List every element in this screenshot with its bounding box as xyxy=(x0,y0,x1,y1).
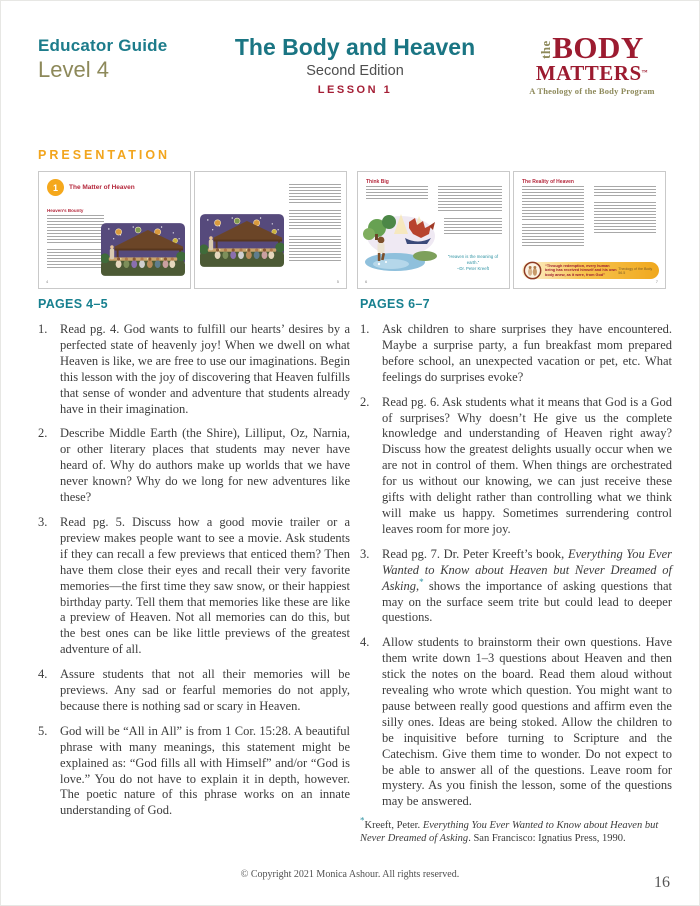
page-header xyxy=(38,30,672,114)
item-number: 2. xyxy=(360,394,370,409)
thumb-page-number: 5 xyxy=(336,279,339,284)
steps-list-pages-4-5 xyxy=(38,322,350,819)
section-subhead: Heaven’s Bounty xyxy=(47,208,84,213)
placeholder-text-lines xyxy=(366,186,428,200)
item-number: 5. xyxy=(38,723,48,738)
list-item xyxy=(38,426,350,506)
item-number: 1. xyxy=(38,322,48,336)
educator-guide-label: Educator Guide xyxy=(38,36,168,55)
page-title: The Body and Heaven xyxy=(234,34,476,60)
thumb-page-number: 6 xyxy=(365,279,368,284)
text-segment: Read pg. 5. Discuss how a good movie trailer or a preview makes people want to see a movie. Ask students if they can recall a few previews that enticed them? Then have them close their eyes and recall their very favorite memories—the first time they saw snow, or their happiest birthday party. Tell them that memories like these are like a preview of Heaven. Not all memories can do this, but the best ones can be like little previews of the greatest adventure of all. xyxy=(60,514,350,657)
item-text xyxy=(60,724,350,819)
column-pages-4-5 xyxy=(38,297,350,845)
chapter-header xyxy=(47,179,135,196)
text-segment: shows the importance of asking questions that may on the surface seem trite but could lead to deeper questions. xyxy=(382,578,672,625)
placeholder-text-lines xyxy=(47,249,104,269)
text-segment: Kreeft, Peter. xyxy=(364,820,423,832)
text-segment: Assure students that not all their memories will be previews. Any sad or fearful memories do not apply, because there is nothing sad or scary in Heaven. xyxy=(60,667,350,713)
kreeft-quote xyxy=(444,254,502,272)
item-text xyxy=(60,667,350,715)
feast-illustration xyxy=(200,214,284,267)
item-number: 4. xyxy=(38,667,48,682)
text-segment: . San Francisco: Ignatius Press, 1990. xyxy=(468,833,626,845)
list-item xyxy=(38,724,350,819)
thumbnail-page-7 xyxy=(513,171,666,289)
lesson-number-label: LESSON 1 xyxy=(317,84,393,96)
tob-quote-attribution: Theology of the Body 56.5 xyxy=(618,266,653,275)
text-segment: Read pg. 6. Ask students what it means that God is a God of surprises? Why doesn’t He give us the complete knowledge and understanding of Heaven right away? Discuss how the greatest delights usually occur when we are not in control of them. When things are orchestrated for us without our knowing, we can just receive these gifts with delight rather than controlling what we think will make us happy. Sometimes surrendering control leaves room for more joy. xyxy=(382,394,672,536)
body-matters-logo xyxy=(516,30,668,96)
list-item xyxy=(360,547,672,627)
footnote-asterisk: * xyxy=(419,576,424,587)
quote-text: “Heaven is the meaning of earth.” xyxy=(447,254,499,265)
presentation-heading: PRESENTATION xyxy=(38,148,171,162)
placeholder-text-lines xyxy=(594,186,656,198)
list-item xyxy=(38,322,350,417)
spread-pages-4-5 xyxy=(38,171,347,289)
list-item xyxy=(360,395,672,538)
tob-quote-banner xyxy=(522,262,659,279)
italic-text: Everything You Ever Wanted to Know about Heaven but Never Dreamed of Asking, xyxy=(382,546,672,593)
logo-body-text: BODY xyxy=(552,30,644,65)
thumb-page-number: 4 xyxy=(46,279,49,284)
item-number: 3. xyxy=(360,546,370,561)
text-segment: Ask children to share surprises they have encountered. Maybe a surprise party, a fun breakfast mom prepared before school, an unexpected vacation or pet, etc. What feelings do surprises evoke? xyxy=(382,322,672,384)
instruction-columns xyxy=(38,297,672,845)
boy-illustration xyxy=(361,212,437,274)
item-text xyxy=(60,426,350,506)
footnote-asterisk: * xyxy=(360,815,365,826)
item-text xyxy=(60,515,350,658)
placeholder-text-lines xyxy=(289,210,341,230)
trademark-symbol: ™ xyxy=(641,70,649,76)
medallion-icon xyxy=(523,261,542,280)
section-heading: Think Big xyxy=(366,179,389,185)
logo-top-row xyxy=(516,30,668,65)
text-segment: Describe Middle Earth (the Shire), Lilliput, Oz, Narnia, or other literary places that students may never have heard of. Why do authors make up worlds that we have never known? Why do we long for new adventures like these? xyxy=(60,426,350,505)
list-item xyxy=(360,635,672,810)
placeholder-text-lines xyxy=(522,224,584,248)
text-segment: God will be “All in All” is from 1 Cor. 15:28. A beautiful phrase with many meanings, this statement might be explained as: “God fills all with Himself” and/or “God is love.” You do not have to explain it in depth, however. The poetic nature of this phrase works on an innate understanding of God. xyxy=(60,723,350,818)
logo-the-text: the xyxy=(538,40,554,59)
thumbnail-page-6 xyxy=(357,171,510,289)
item-text xyxy=(382,635,672,810)
copyright-notice: © Copyright 2021 Monica Ashour. All rights reserved. xyxy=(240,869,460,880)
placeholder-text-lines xyxy=(594,202,656,234)
steps-list-pages-6-7 xyxy=(360,322,672,810)
item-number: 3. xyxy=(38,514,48,529)
list-item xyxy=(38,667,350,715)
folio-page-number: 16 xyxy=(654,874,670,891)
text-segment: Read pg. 4. God wants to fulfill our hearts’ desires by a perfected state of heavenly joy! When we dwell on what Heaven is like, we are free to use our imaginations. Begin this lesson with the joy of discovering that Heaven fulfills that sense of wonder and adventure that students already have in their imagination. xyxy=(60,322,350,416)
logo-matters-word: MATTERS xyxy=(535,61,642,85)
item-text xyxy=(382,547,672,627)
text-segment: Allow students to brainstorm their own questions. Have them write down 1–3 questions about Heaven and then stick the notes on the board. Read them aloud without revealing who wrote which question. You might want to pause between really good questions and affirm even the silly ones. Ideas are being stoked. Allow the children to be inquisitive before turning to Scripture and the Catechism. Give them time to wonder. Do not expect to be able to answer all of the questions. Leave room for mystery. As you finish the lesson, some of the questions may be answered. xyxy=(382,635,672,809)
italic-text: Everything You Ever Wanted to Know about Heaven but Never Dreamed of Asking xyxy=(360,820,659,845)
guide-brand xyxy=(38,36,167,83)
thumbnail-page-4 xyxy=(38,171,191,289)
kreeft-footnote xyxy=(360,815,672,845)
placeholder-text-lines xyxy=(47,215,104,243)
level-label: Level 4 xyxy=(38,57,109,82)
feast-illustration xyxy=(101,223,185,276)
item-text xyxy=(382,322,672,386)
edition-label: Second Edition xyxy=(306,63,404,79)
placeholder-text-lines xyxy=(444,218,502,235)
thumbnail-page-5 xyxy=(194,171,347,289)
list-item xyxy=(360,322,672,386)
item-number: 4. xyxy=(360,635,370,650)
quote-attribution: –Dr. Peter Kreeft xyxy=(456,266,489,271)
column-pages-6-7 xyxy=(360,297,672,845)
logo-tagline: A Theology of the Body Program xyxy=(529,86,655,96)
thumb-page-number: 7 xyxy=(655,279,658,284)
logo-matters-text xyxy=(516,63,668,83)
item-text xyxy=(60,322,350,417)
item-text xyxy=(382,395,672,538)
tob-quote-text: “Through redemption, every human being has received himself and his own body anew, as it were, from God” xyxy=(545,263,617,277)
pages-6-7-heading: PAGES 6–7 xyxy=(360,297,430,311)
lesson-title-block xyxy=(195,34,515,96)
pages-4-5-heading: PAGES 4–5 xyxy=(38,297,108,311)
item-number: 1. xyxy=(360,322,370,336)
page-thumbnails xyxy=(38,171,666,289)
text-segment: Read pg. 7. Dr. Peter Kreeft’s book, xyxy=(382,546,568,561)
item-number: 2. xyxy=(38,426,48,441)
list-item xyxy=(38,515,350,658)
placeholder-text-lines xyxy=(289,184,341,204)
lesson-number-badge: 1 xyxy=(47,179,64,196)
placeholder-text-lines xyxy=(438,186,502,212)
placeholder-text-lines xyxy=(289,236,341,262)
chapter-title: The Matter of Heaven xyxy=(69,184,135,191)
section-heading: The Reality of Heaven xyxy=(522,179,574,185)
placeholder-text-lines xyxy=(522,186,584,220)
spread-pages-6-7 xyxy=(357,171,666,289)
